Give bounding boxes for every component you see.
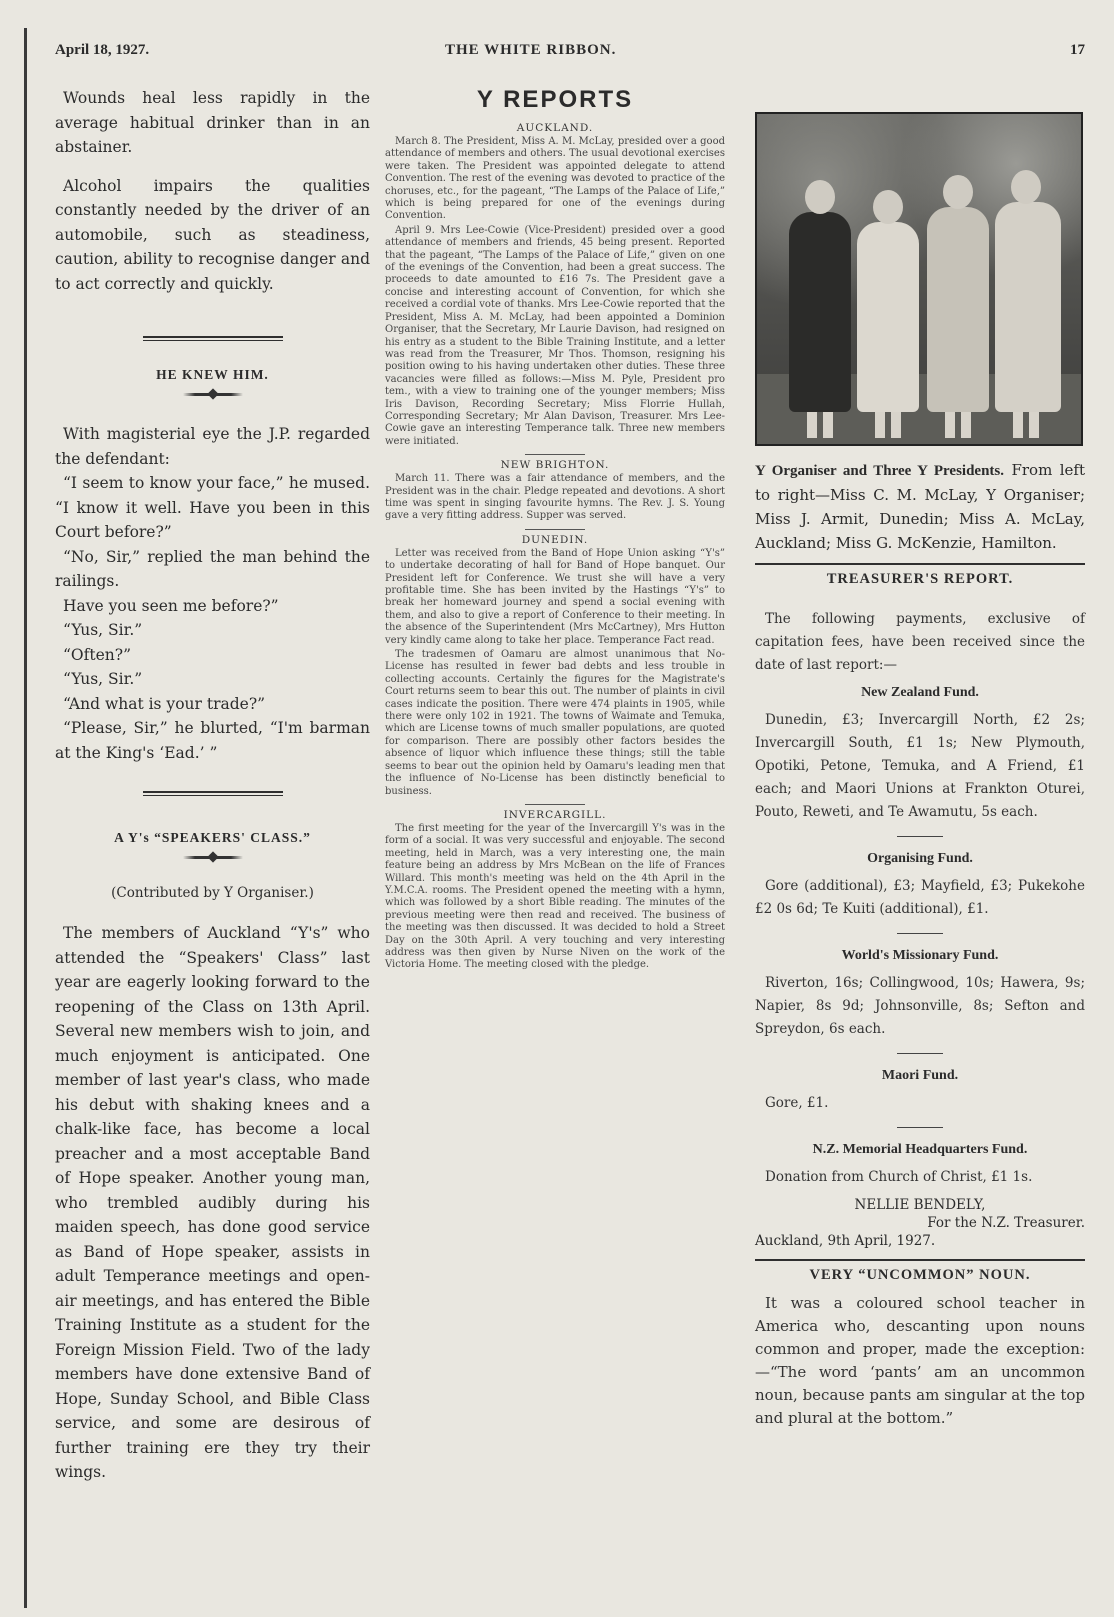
story-line: “Yus, Sir.” (63, 621, 143, 639)
column-middle (385, 86, 725, 974)
signature-place-date: Auckland, 9th April, 1927. (755, 1233, 936, 1249)
uncommon-noun-text: It was a coloured school teacher in America who, descanting upon nouns common and proper, made the exception:—“The word ‘pants’ am an uncommon noun, because pants am singular at the top and plural at the bottom.” (755, 1294, 1085, 1427)
new-brighton-heading: NEW BRIGHTON. (500, 459, 610, 472)
divider (897, 1053, 943, 1054)
divider (525, 804, 585, 805)
invercargill-heading: INVERCARGILL. (503, 808, 607, 821)
maori-fund-heading: Maori Fund. (881, 1068, 959, 1083)
left-margin-rule (24, 28, 27, 1608)
dunedin-report: Letter was received from the Band of Hope Union asking “Y's” to undertake decorating of hall for Band of Hope banquet. Our President left for Conference. We trust she will have a very profitable time. She has been invited by the Hastings “Y's” to break her homeward journey and spend a social evening with them, and also to give a report of Conference to their meeting. In the absence of the Superintendent (Mrs McCartney), Mrs Hutton very kindly came along to take her place. Temperance Fact read. (385, 547, 725, 646)
section-divider (755, 1259, 1085, 1261)
divider (525, 454, 585, 455)
story-line: “I seem to know your face,” he mused. “I know it well. Have you been in this Court before?” (55, 474, 370, 541)
oamaru-paragraph: The tradesmen of Oamaru are almost unanimous that No-License has resulted in fewer bad debts and less trouble in collecting accounts. Certainly the figures for the Magistrate's Court returns seem to bear this out. The number of plaints in civil cases indicate the position. There were 474 plaints in 1905, while there were only 102 in 1921. The towns of Waimate and Temuka, which are License towns of much smaller populations, are quoted for comparison. There are possibly other factors besides the absence of liquor which influence these things; still the table seems to bear out the opinion held by Oamaru's leading men that the influence of No-License has been distinctly beneficial to business. (385, 649, 725, 797)
speakers-class-heading: A Y's “SPEAKERS' CLASS.” (114, 830, 311, 845)
column-left (55, 86, 370, 1499)
organising-fund-text: Gore (additional), £3; Mayfield, £3; Pukekohe £2 0s 6d; Te Kuiti (additional), £1. (755, 878, 1085, 917)
person-figure (995, 202, 1061, 412)
auckland-report-april: April 9. Mrs Lee-Cowie (Vice-President) presided over a good attendance of members and friends, 45 being present. Reported that the pageant, “The Lamps of the Palace of Life,” given on one of the evenings of the Convention, had been a great success. The proceeds to date amounted to £16 7s. The President gave a concise and interesting account of Convention, for which she received a cordial vote of thanks. Mrs Lee-Cowie reported that the President, Miss A. M. McLay, had been appointed a Dominion Organiser, that the Secretary, Mr Laurie Davison, had resigned on his entry as a student to the Bible Training Institute, and a letter was read from the Treasurer, Mr Thos. Thomson, resigning his position owing to his having undertaken other duties. These three vacancies were filled as follows:—Miss M. Pyle, President pro tem., with a view to training one of the younger members; Miss Iris Davison, Recording Secretary; Miss Florrie Hullah, Corresponding Secretary; Mr Alan Davison, Treasurer. Mrs Lee-Cowie gave an interesting Temperance talk. Three new members were initiated. (385, 224, 725, 447)
signature-name: NELLIE BENDELY, (854, 1197, 986, 1213)
ornament-divider (183, 393, 243, 396)
world-missionary-fund-text: Riverton, 16s; Collingwood, 10s; Hawera, 9s; Napier, 8s 9d; Johnsonville, 8s; Sefton and Spreydon, 6s each. (755, 975, 1085, 1037)
story-line: “No, Sir,” replied the man behind the railings. (55, 547, 370, 590)
auckland-heading: AUCKLAND. (516, 122, 594, 134)
memorial-fund-heading: N.Z. Memorial Headquarters Fund. (812, 1142, 1028, 1157)
ornament-divider (183, 856, 243, 859)
page-number: 17 (1070, 42, 1085, 58)
treasurer-intro: The following payments, exclusive of capitation fees, have been received since the date of last report:— (755, 611, 1085, 673)
auckland-report-march: March 8. The President, Miss A. M. McLay, presided over a good attendance of members and others. The usual devotional exercises were taken. The President was appointed delegate to attend Convention. The rest of the evening was devoted to practice of the choruses, etc., for the pageant, “The Lamps of the Palace of Life,” which is being prepared for one of the evenings during Convention. (385, 136, 725, 222)
paragraph-alcohol: Alcohol impairs the qualities constantly needed by the driver of an automobile, such as steadiness, caution, ability to recognise danger and to act correctly and quickly. (55, 176, 370, 293)
person-figure (857, 222, 919, 412)
story-line: “Often?” (63, 645, 131, 664)
photo-caption (755, 458, 1085, 555)
divider (897, 836, 943, 837)
column-right (755, 86, 1085, 1438)
caption-text: From left to right—Miss C. M. McLay, Y Organiser; Miss J. Armit, Dunedin; Miss A. McLay, Auckland; Miss G. McKenzie, Hamilton. (755, 461, 1085, 552)
paragraph-wounds: Wounds heal less rapidly in the average habitual drinker than in an abstainer. (55, 89, 370, 156)
header-date: April 18, 1927. (55, 42, 150, 58)
uncommon-noun-heading: VERY “UNCOMMON” NOUN. (809, 1267, 1031, 1283)
story-line: “Yus, Sir.” (63, 670, 143, 688)
section-divider (755, 563, 1085, 565)
divider (525, 529, 585, 530)
new-brighton-report: March 11. There was a fair attendance of members, and the President was in the chair. Pledge repeated and devotions. A short time was spent in singing favourite hymns. The Rev. J. S. Young gave a very fitting address. Supper was served. (385, 473, 725, 522)
header-title: THE WHITE RIBBON. (445, 42, 617, 58)
y-reports-title: Y REPORTS (476, 86, 634, 113)
group-photograph (755, 112, 1083, 446)
person-figure (789, 212, 851, 412)
nz-fund-heading: New Zealand Fund. (861, 685, 979, 700)
section-divider (143, 336, 283, 341)
story-line: With magisterial eye the J.P. regarded the defendant: (55, 425, 370, 468)
he-knew-him-heading: HE KNEW HIM. (156, 367, 269, 382)
divider (897, 933, 943, 934)
maori-fund-text: Gore, £1. (765, 1095, 829, 1111)
contributed-by: (Contributed by Y Organiser.) (111, 885, 314, 901)
story-line: “And what is your trade?” (63, 694, 266, 713)
dunedin-heading: DUNEDIN. (521, 533, 589, 546)
divider (897, 1127, 943, 1128)
signature-role: For the N.Z. Treasurer. (927, 1215, 1085, 1231)
he-knew-him-story (55, 422, 370, 765)
world-missionary-fund-heading: World's Missionary Fund. (841, 948, 999, 963)
memorial-fund-text: Donation from Church of Christ, £1 1s. (765, 1169, 1033, 1185)
invercargill-report: The first meeting for the year of the Invercargill Y's was in the form of a social. It was very successful and enjoyable. The second meeting, held in March, was a very interesting one, the main feature being an address by Mrs McBean on the life of Frances Willard. This month's meeting was held on the 4th April in the Y.M.C.A. rooms. The President opened the meeting with a hymn, which was followed by a short Bible reading. The minutes of the previous meeting were then read and received. The business of the meeting was then discussed. It was decided to hold a Street Day on the 30th April. A very touching and very interesting address was then given by Nurse Niven on the work of the Victoria Home. The meeting closed with the pledge. (385, 822, 725, 971)
speakers-class-text: The members of Auckland “Y's” who attended the “Speakers' Class” last year are eagerly looking forward to the reopening of the Class on 13th April. Several new members wish to join, and much enjoyment is anticipated. One member of last year's class, who made his debut with shaking knees and a chalk-like face, has become a local preacher and a most acceptable Band of Hope speaker. Another young man, who trembled audibly during his maiden speech, has done good service as Band of Hope speaker, assists in adult Temperance meetings and open-air meetings, and has entered the Bible Training Institute as a student for the Foreign Mission Field. Two of the lady members have done extensive Band of Hope, Sunday School, and Bible Class service, and some are desirous of further training ere they try their wings. (55, 924, 370, 1481)
nz-fund-text: Dunedin, £3; Invercargill North, £2 2s; Invercargill South, £1 1s; New Plymouth, Opotiki, Petone, Temuka, and A Friend, £1 each; and Maori Unions at Frankton Oturei, Pouto, Reweti, and Te Awamutu, 5s each. (755, 712, 1085, 820)
person-figure (927, 207, 989, 412)
caption-title: Y Organiser and Three Y Presidents. (755, 463, 1004, 479)
treasurer-report-heading: TREASURER'S REPORT. (826, 571, 1014, 587)
story-line: “Please, Sir,” he blurted, “I'm barman at the King's ‘Ead.’ ” (55, 719, 370, 762)
organising-fund-heading: Organising Fund. (867, 851, 973, 866)
uncommon-noun-story (755, 1292, 1085, 1430)
page-header (55, 42, 1085, 66)
section-divider (143, 791, 283, 796)
story-line: Have you seen me before?” (63, 596, 279, 615)
